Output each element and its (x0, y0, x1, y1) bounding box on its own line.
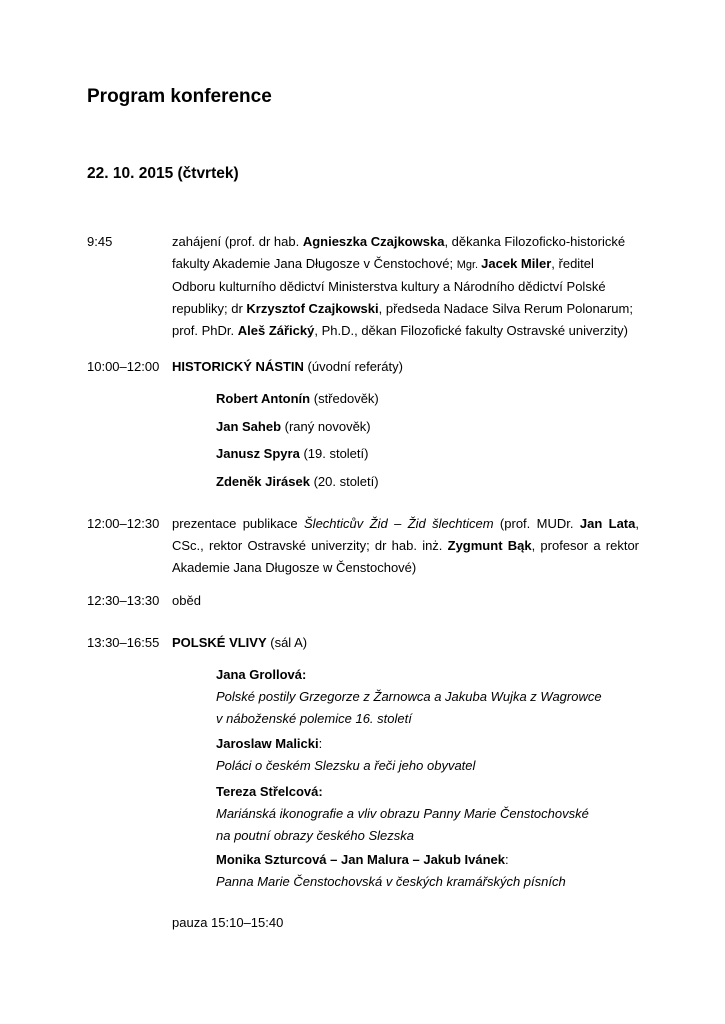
text-line: prezentace publikace Šlechticův Žid – Žid šlechticem (prof. MUDr. Jan Lata, (172, 516, 639, 531)
text-line: CSc., rektor Ostravské univerzity; dr hab. inż. Zygmunt Bąk, profesor a rektor (172, 538, 639, 553)
time-presentation: 12:00–12:30 (87, 516, 160, 531)
talk-item (216, 781, 589, 847)
talk-title: Polské postily Grzegorze z Žarnowca a Jakuba Wujka z Wagrowce (216, 689, 602, 704)
talk-speaker: Jaroslaw Malicki (216, 736, 319, 751)
talk-item: Monika Szturcová – Jan Malura – Jakub Ivánek: Panna Marie Čenstochovská v českých kramářských písních (216, 852, 566, 889)
speaker-item: Zdeněk Jirásek (20. století) (216, 474, 379, 489)
page-title: Program konference (87, 86, 272, 107)
talk-title: v náboženské polemice 16. století (216, 711, 412, 726)
text-line: prof. PhDr. Aleš Zářický, Ph.D., děkan Filozofické fakulty Ostravské univerzity) (172, 323, 628, 338)
time-lunch: 12:30–13:30 (87, 593, 160, 608)
opening-description (172, 231, 639, 342)
lunch-text: oběd (172, 593, 201, 608)
text-line: Akademie Jana Długosze w Čenstochové) (172, 560, 417, 575)
talk-item (216, 664, 602, 730)
talk-title: Panna Marie Čenstochovská v českých kramářských písních (216, 874, 566, 889)
speaker-item: Janusz Spyra (19. století) (216, 446, 369, 461)
time-opening: 9:45 (87, 234, 113, 249)
polish-influences-heading: POLSKÉ VLIVY (sál A) (172, 635, 308, 650)
speaker-item: Robert Antonín (středověk) (216, 391, 379, 406)
talk-title: Poláci o českém Slezsku a řeči jeho obyvatel (216, 758, 476, 773)
historical-heading: HISTORICKÝ NÁSTIN (úvodní referáty) (172, 359, 403, 374)
presentation-description (172, 513, 639, 579)
talk-title: Mariánská ikonografie a vliv obrazu Panny Marie Čenstochovské (216, 806, 589, 821)
talk-item: Jaroslaw Malicki: Poláci o českém Slezsku a řeči jeho obyvatel (216, 736, 476, 773)
speaker-item: Jan Saheb (raný novověk) (216, 419, 371, 434)
time-polish-influences: 13:30–16:55 (87, 635, 160, 650)
text-line: Odboru kulturního dědictví Ministerstva kultury a Národního dědictví Polské (172, 279, 606, 294)
talk-title: na poutní obrazy českého Slezska (216, 828, 415, 843)
pause-text: pauza 15:10–15:40 (172, 915, 284, 930)
talk-speaker: Tereza Střelcová: (216, 784, 323, 799)
text-line: republiky; dr Krzysztof Czajkowski, předseda Nadace Silva Rerum Polonarum; (172, 301, 633, 316)
text-line: fakulty Akademie Jana Długosze v Čenstochové; Mgr. Jacek Miler, ředitel (172, 256, 594, 271)
date-heading: 22. 10. 2015 (čtvrtek) (87, 165, 239, 182)
text-line: zahájení (prof. dr hab. Agnieszka Czajkowska, děkanka Filozoficko-historické (172, 234, 626, 249)
talk-speaker: Jana Grollová: (216, 667, 307, 682)
talk-speaker: Monika Szturcová – Jan Malura – Jakub Ivánek (216, 852, 506, 867)
time-historical: 10:00–12:00 (87, 359, 160, 374)
